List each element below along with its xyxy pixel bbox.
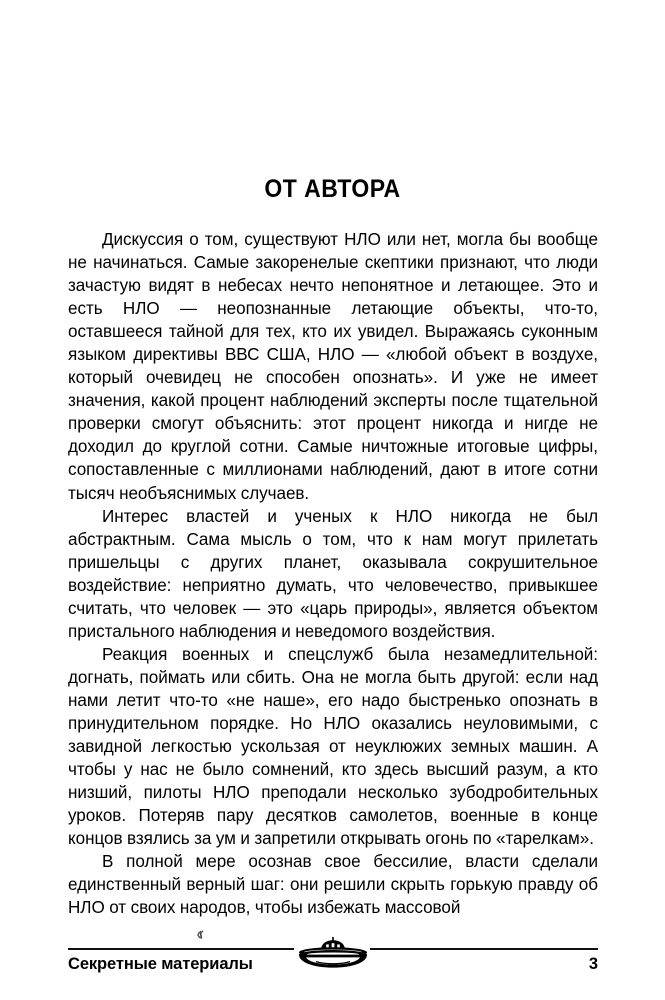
page-number: 3 [588, 955, 598, 973]
footer-book-title: Секретные материалы [68, 955, 253, 973]
page-title: ОТ АВТОРА [264, 174, 401, 203]
ufo-saucer-icon [294, 936, 372, 970]
page-footer [68, 938, 598, 988]
footer-rule-left [68, 948, 294, 950]
paragraph: Интерес властей и ученых к НЛО никогда не был абстрактным. Сама мысль о том, что к нам могут прилетать пришельцы с других планет, оказывала сокрушительное воздействие: неприятно думать, что человечество, привыкшее считать, что человек — это «царь природы», является объектом пристального наблюдения и неведомого воздействия. [68, 506, 598, 641]
scan-artifact-mark: ‹r [195, 925, 204, 944]
footer-rule-right [370, 948, 598, 950]
paragraph: Реакция военных и спецслужб была незамедлительной: догнать, поймать или сбить. Она не могла быть другой: если над нами летит что-то «не наше», его надо быстренько опознать в принудительном порядке. Но НЛО оказались неуловимыми, с завидной легкостью ускользая от неуклюжих земных машин. А чтобы у нас не было сомнений, кто здесь высший разум, а кто низший, пилоты НЛО преподали несколько зубодробительных уроков. Потеряв пару десятков самолетов, военные в конце концов взялись за ум и запретили открывать огонь по «тарелкам». [68, 644, 598, 849]
body-text-block [68, 228, 598, 919]
paragraph: Дискуссия о том, существуют НЛО или нет, могла бы вообще не начинаться. Самые закоренелые скептики признают, что люди зачастую видят в небесах нечто непонятное и летающее. Это и есть НЛО — неопознанные летающие объекты, что-то, оставшееся тайной для тех, кто их увидел. Выражаясь суконным языком директивы ВВС США, НЛО — «любой объект в воздухе, который очевидец не способен опознать». И уже не имеет значения, какой процент наблюдений эксперты после тщательной проверки смогут объяснить: этот процент никогда и нигде не доходил до круглой сотни. Самые ничтожные итоговые цифры, сопоставленные с миллионами наблюдений, дают в итоге сотни тысяч необъяснимых случаев. [68, 230, 598, 503]
paragraph: В полной мере осознав свое бессилие, власти сделали единственный верный шаг: они решили скрыть горькую правду об НЛО от своих народов, чтобы избежать массовой [68, 852, 598, 918]
